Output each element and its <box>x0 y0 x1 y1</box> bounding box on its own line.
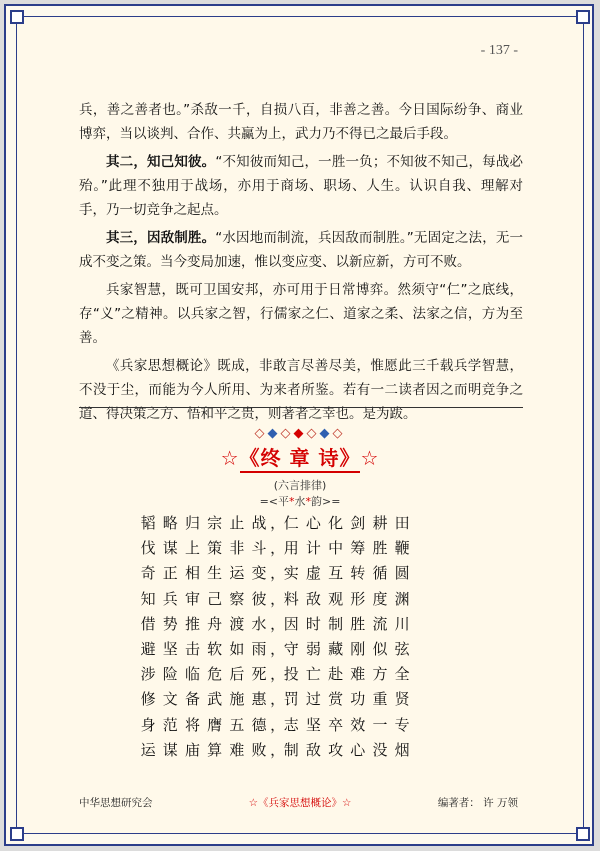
page-number: - 137 - <box>480 43 518 58</box>
poem-line-second-half: 志 坚 卒 效 一 专 <box>283 715 410 734</box>
star-icon: ☆ <box>220 446 240 470</box>
poem-title <box>0 444 600 472</box>
poem-comma: ， <box>270 589 286 608</box>
hollow-diamond-icon: ◇ <box>280 426 294 441</box>
poem-line-first-half: 知 兵 审 己 察 彼 <box>140 589 267 608</box>
paragraph-1: 兵，善之善者也。”杀敌一千，自损八百，非善之善。今日国际纷争、商业博弈，当以谈判、合作、共赢为上，武力乃不得已之最后手段。 <box>79 102 523 142</box>
poem-line <box>137 713 467 738</box>
poem-line <box>137 612 467 637</box>
rhyme-star-icon: * <box>305 495 311 508</box>
corner-ornament-top-left <box>10 10 24 24</box>
body-text <box>79 98 523 430</box>
poem-line-second-half: 实 虚 互 转 循 圆 <box>283 564 410 583</box>
footer-book-title: ☆《兵家思想概论》☆ <box>248 797 352 809</box>
corner-ornament-top-right <box>576 10 590 24</box>
poem-subtitle: (六言排律) <box>273 479 327 492</box>
paragraph-4: 兵家智慧，既可卫国安邦，亦可用于日常博弈。然须守“仁”之底线，存“义”之精神。以兵家之智，行儒家之仁、道家之柔、法家之信，方为至善。 <box>79 282 523 346</box>
corner-ornament-bottom-left <box>10 827 24 841</box>
poem-title-text: 《终 章 诗》 <box>240 446 361 473</box>
poem-comma: ， <box>270 740 286 759</box>
poem-line <box>137 687 467 712</box>
poem-comma: ， <box>270 539 286 558</box>
poem-line-second-half: 因 时 制 胜 流 川 <box>283 614 410 633</box>
poem-comma: ， <box>270 665 286 684</box>
blue-diamond-icon: ◆ <box>319 426 333 441</box>
poem-line-first-half: 韬 略 归 宗 止 战 <box>140 514 267 532</box>
paragraph-3-heading: 其三，因敌制胜。 <box>106 230 216 246</box>
poem-line <box>137 536 467 561</box>
poem-comma: ， <box>270 690 286 709</box>
poem-line-first-half: 借 势 推 舟 渡 水 <box>140 614 267 633</box>
poem-line-second-half: 制 敌 攻 心 没 烟 <box>283 740 410 759</box>
section-divider <box>79 407 523 408</box>
poem-line-second-half: 用 计 中 筹 胜 鞭 <box>283 539 410 558</box>
rhyme-star-icon: * <box>289 495 295 508</box>
paragraph-3-text: “水因地而制流，兵因敌而制胜。”无固定之法，无一成不变之策。当今变局加速，惟以变应变、以新应新，方可不败。 <box>79 230 523 270</box>
poem-comma: ， <box>270 564 286 583</box>
poem-line-first-half: 避 坚 击 软 如 雨 <box>140 639 267 658</box>
poem-line <box>137 738 467 763</box>
poem-line-second-half: 守 弱 藏 刚 似 弦 <box>283 639 410 658</box>
poem-line-first-half: 身 范 将 膺 五 德 <box>140 715 267 734</box>
poem-line <box>137 662 467 687</box>
poem-rhyme-note <box>0 493 600 509</box>
rhyme-left: =<平 <box>259 495 289 508</box>
poem-line <box>137 561 467 586</box>
paragraph-3 <box>79 226 523 274</box>
hollow-diamond-icon: ◇ <box>332 426 346 441</box>
poem-body <box>137 511 467 763</box>
poem-line-first-half: 涉 险 临 危 后 死 <box>140 665 267 684</box>
poem-line-first-half: 修 文 备 武 施 惠 <box>140 690 267 709</box>
poem-line-second-half: 投 亡 赴 难 方 全 <box>283 665 410 684</box>
poem-line-second-half: 罚 过 赏 功 重 贤 <box>283 690 410 709</box>
poem-line-second-half: 仁 心 化 剑 耕 田 <box>283 514 410 532</box>
red-diamond-icon: ◆ <box>293 426 307 441</box>
poem-line <box>137 511 467 536</box>
poem-line-first-half: 运 谋 庙 算 难 败 <box>140 740 267 759</box>
paragraph-2-text: “不知彼而知己，一胜一负；不知彼不知己，每战必殆。”此理不独用于战场，亦用于商场、职场、人生。认识自我、理解对手，乃一切竞争之起点。 <box>79 154 524 218</box>
star-icon: ☆ <box>360 446 380 470</box>
poem-comma: ， <box>270 514 286 532</box>
corner-ornament-bottom-right <box>576 827 590 841</box>
poem-comma: ， <box>270 715 286 734</box>
poem-line <box>137 587 467 612</box>
poem-line <box>137 637 467 662</box>
rhyme-right: 韵>= <box>311 495 341 508</box>
rhyme-mid: 水 <box>294 495 306 508</box>
diamond-ornament-row <box>0 427 600 441</box>
hollow-diamond-icon: ◇ <box>306 426 320 441</box>
hollow-diamond-icon: ◇ <box>254 426 268 441</box>
poem-comma: ， <box>270 614 286 633</box>
paragraph-2 <box>79 150 523 222</box>
poem-line-second-half: 料 敌 观 形 度 渊 <box>283 589 410 608</box>
footer-organization: 中华思想研究会 <box>79 797 153 809</box>
poem-comma: ， <box>270 639 286 658</box>
poem-line-first-half: 伐 谋 上 策 非 斗 <box>140 539 267 558</box>
footer-author: 编著者： 许 万领 <box>437 797 518 809</box>
poem-line-first-half: 奇 正 相 生 运 变 <box>140 564 267 583</box>
paragraph-5: 《兵家思想概论》既成，非敢言尽善尽美，惟愿此三千载兵学智慧，不没于尘，而能为今人所用、为来者所鉴。若有一二读者因之而明竞争之道、得决策之方、悟和平之贵，则著者之幸也。是为跋。 <box>79 358 523 422</box>
blue-diamond-icon: ◆ <box>267 426 281 441</box>
paragraph-2-heading: 其二，知己知彼。 <box>106 154 216 170</box>
